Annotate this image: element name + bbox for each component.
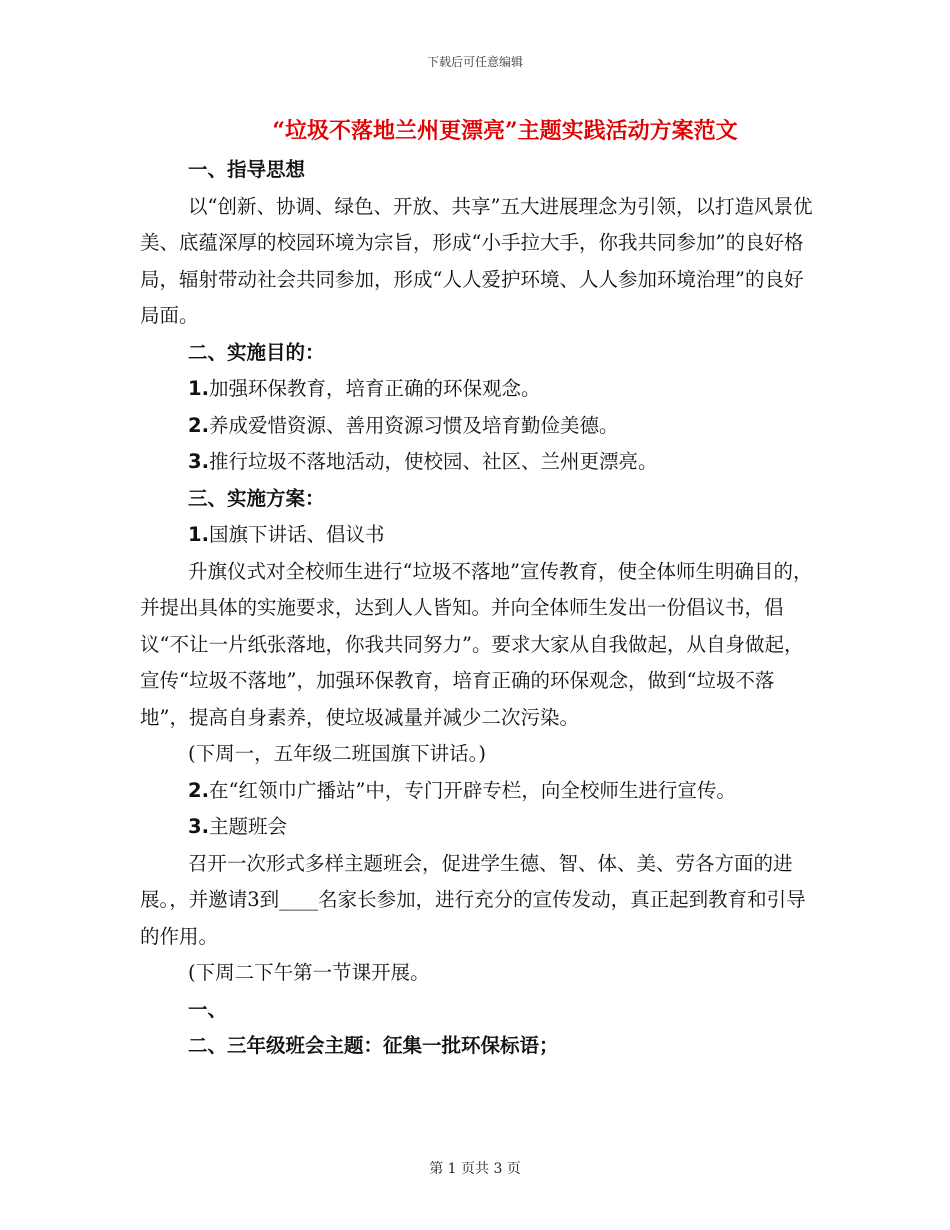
objective-item xyxy=(140,408,815,445)
item-number: 1. xyxy=(188,523,209,546)
item-number: 2. xyxy=(188,413,209,437)
page-footer: 第 1 页共 3 页 xyxy=(429,1161,521,1177)
objective-item xyxy=(140,444,815,481)
document-title: “垃圾不落地兰州更漂亮”主题实践活动方案范文 xyxy=(272,118,738,144)
subsection-heading-2: 二、三年级班会主题：征集一批环保标语； xyxy=(188,1034,559,1057)
item-number: 2. xyxy=(188,778,209,802)
plan-item-flag-speech xyxy=(140,517,815,554)
section-heading-guiding-ideology: 一、指导思想 xyxy=(188,158,306,181)
item-text: 养成爱惜资源、善用资源习惯及培育勤俭美德。 xyxy=(208,413,619,437)
item-text: 主题班会 xyxy=(208,815,287,838)
flag-speech-paragraph: 升旗仪式对全校师生进行“垃圾不落地”宣传教育，使全体师生明确目的，并提出具体的实施要求，达到人人皆知。并向全体师生发出一份倡议书，倡议“不让一片纸张落地，你我共同努力”。要求大家从自我做起，从自身做起，宣传“垃圾不落地”，加强环保教育，培育正确的环保观念，做到“垃圾不落地”，提高自身素养，使垃圾减量并减少二次污染。 xyxy=(140,559,813,729)
item-number: 1. xyxy=(188,377,209,400)
guiding-ideology-paragraph: 以“创新、协调、绿色、开放、共享”五大进展理念为引领，以打造风景优美、底蕴深厚的校园环境为宗旨，形成“小手拉大手，你我共同参加”的良好格局，辐射带动社会共同参加，形成“人人爱护环境、人人参加环境治理”的良好局面。 xyxy=(140,194,813,327)
class-meeting-paragraph: 召开一次形式多样主题班会，促进学生德、智、体、美、劳各方面的进展。，并邀请3到____名家长参加，进行充分的宣传发动，真正起到教育和引导的作用。 xyxy=(140,851,806,948)
item-number: 3. xyxy=(188,450,209,473)
subsection-heading-1: 一、 xyxy=(188,997,228,1021)
section-heading-objectives: 二、实施目的： xyxy=(188,340,325,364)
plan-item-radio xyxy=(140,773,815,810)
flag-speech-note: (下周一，五年级二班国旗下讲话。) xyxy=(188,742,486,765)
plan-item-class-meeting xyxy=(140,809,815,846)
item-text: 国旗下讲话、倡议书 xyxy=(208,523,385,546)
class-meeting-note: (下周二下午第一节课开展。 xyxy=(188,961,430,984)
item-text: 加强环保教育，培育正确的环保观念。 xyxy=(208,377,541,400)
item-text: 在“红领巾广播站”中，专门开辟专栏，向全校师生进行宣传。 xyxy=(208,778,736,802)
item-text: 推行垃圾不落地活动，使校园、社区、兰州更漂亮。 xyxy=(208,450,658,473)
objective-item xyxy=(140,371,815,408)
document-body xyxy=(140,152,815,1065)
item-number: 3. xyxy=(188,815,209,838)
header-note: 下载后可任意编辑 xyxy=(426,55,523,69)
section-heading-plan: 三、实施方案： xyxy=(188,486,325,510)
